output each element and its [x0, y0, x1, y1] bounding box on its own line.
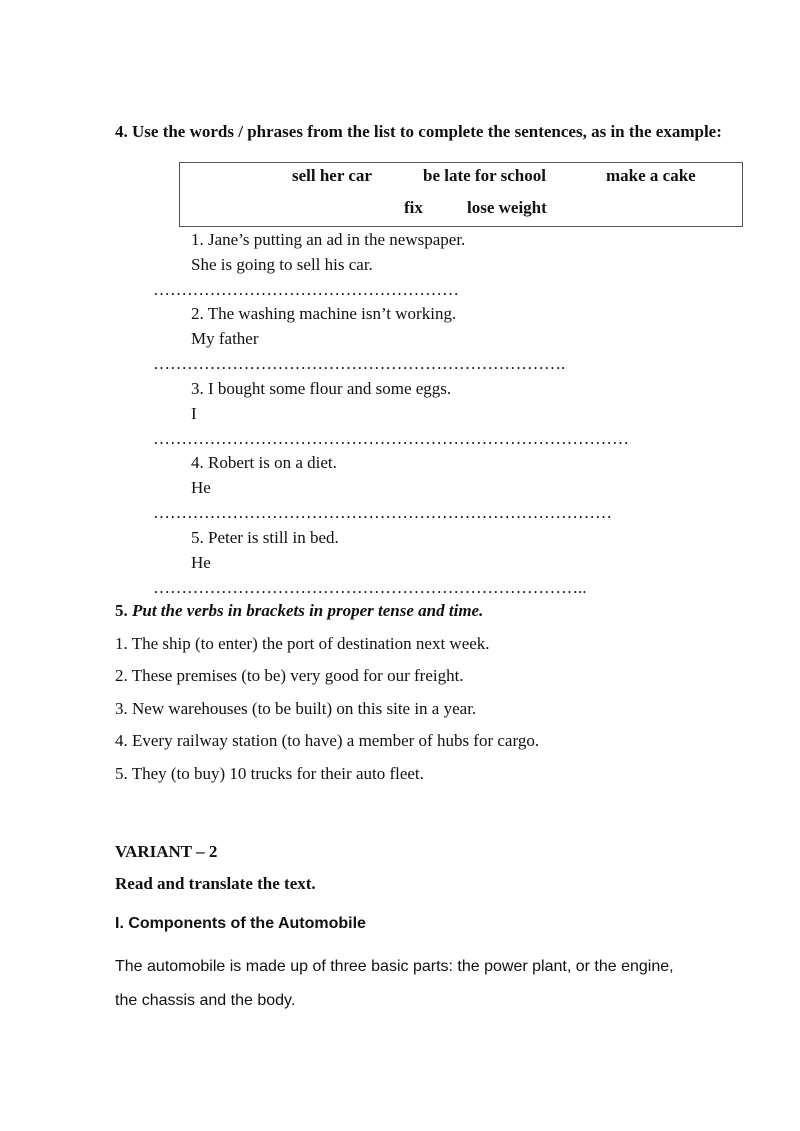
- word-option: lose weight: [467, 198, 547, 217]
- task5-heading: [115, 601, 483, 621]
- task5-item: 3. New warehouses (to be built) on this site in a year.: [115, 699, 477, 718]
- item-sentence: 1. Jane’s putting an ad in the newspaper.: [191, 230, 466, 249]
- item-sentence: 2. The washing machine isn’t working.: [191, 304, 457, 323]
- task5-number: 5.: [115, 601, 128, 620]
- word-option: make a cake: [606, 166, 696, 185]
- item-sentence: 5. Peter is still in bed.: [191, 528, 339, 547]
- word-option: be late for school: [423, 166, 546, 185]
- answer-dots: ………………………………………………………………………: [153, 503, 612, 522]
- item-answer: He: [191, 553, 211, 572]
- variant-instruction: Read and translate the text.: [115, 874, 316, 893]
- word-list-box: [179, 162, 743, 227]
- variant-title: VARIANT – 2: [115, 842, 218, 861]
- item-answer: She is going to sell his car.: [191, 255, 373, 274]
- task5-item: 4. Every railway station (to have) a member of hubs for cargo.: [115, 731, 540, 750]
- task5-item: 5. They (to buy) 10 trucks for their auto fleet.: [115, 764, 424, 783]
- item-answer: My father: [191, 329, 259, 348]
- task4-heading: 4. Use the words / phrases from the list to complete the sentences, as in the example:: [115, 122, 722, 141]
- answer-dots: …………………………………………………………………..: [153, 578, 587, 597]
- task5-instruction: Put the verbs in brackets in proper tense and time.: [132, 601, 484, 620]
- paragraph-line: the chassis and the body.: [115, 992, 296, 1009]
- answer-dots: ……………………………………………………………….: [153, 354, 566, 373]
- item-answer: He: [191, 478, 211, 497]
- answer-dots: ………………………………………………: [153, 280, 459, 299]
- task5-item: 2. These premises (to be) very good for our freight.: [115, 666, 464, 685]
- word-option: sell her car: [292, 166, 372, 185]
- task5-item: 1. The ship (to enter) the port of destination next week.: [115, 634, 490, 653]
- paragraph-line: The automobile is made up of three basic parts: the power plant, or the engine,: [115, 958, 674, 975]
- answer-dots: …………………………………………………………………………: [153, 429, 629, 448]
- item-sentence: 3. I bought some flour and some eggs.: [191, 379, 452, 398]
- item-sentence: 4. Robert is on a diet.: [191, 453, 337, 472]
- section-title: I. Components of the Automobile: [115, 915, 366, 932]
- item-answer: I: [191, 404, 197, 423]
- word-option: fix: [404, 198, 423, 217]
